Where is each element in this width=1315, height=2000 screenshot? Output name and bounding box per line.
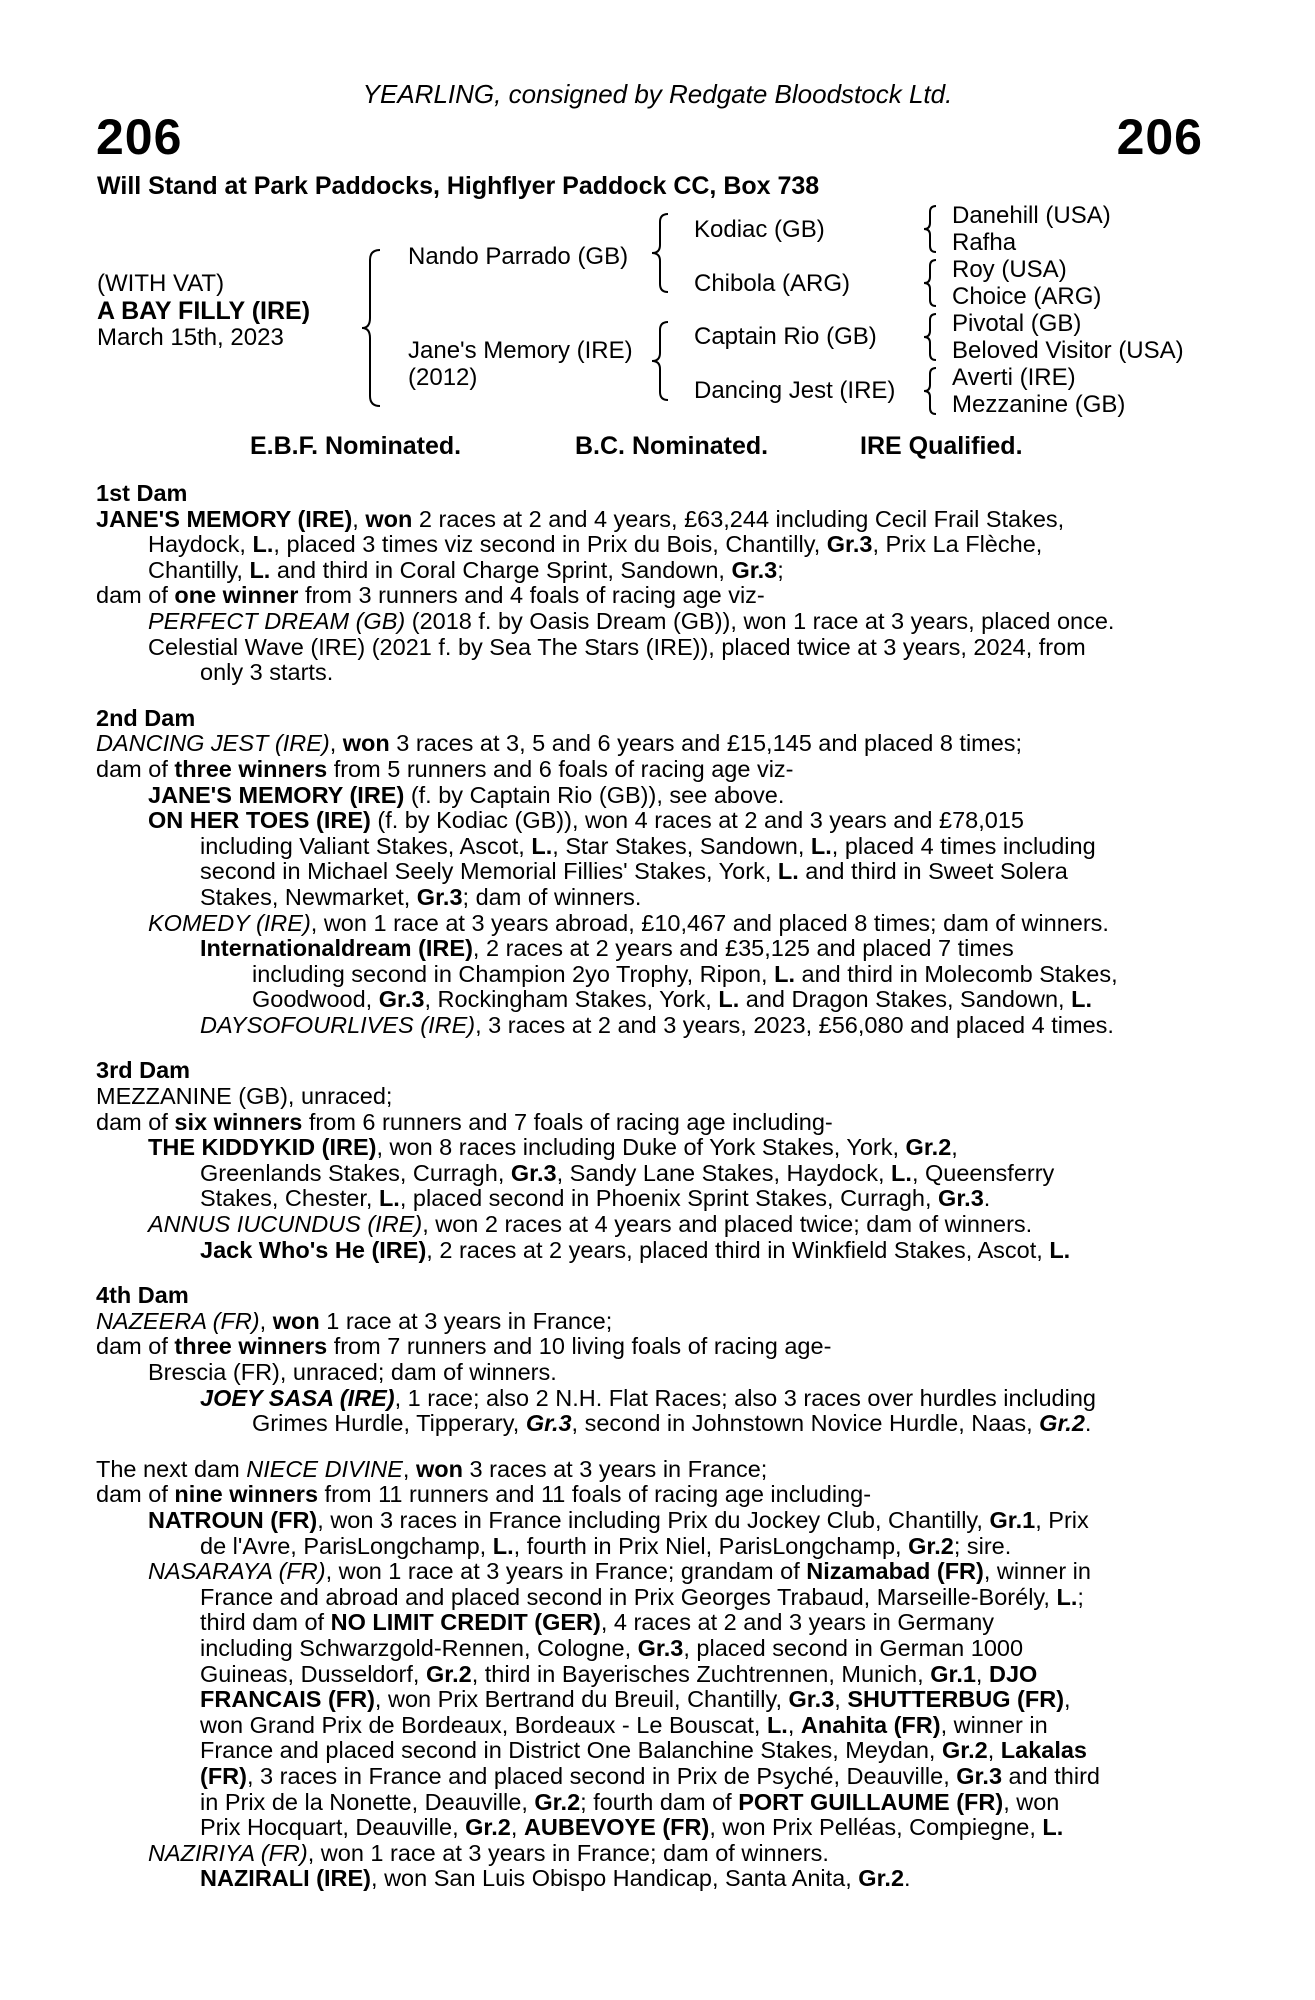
second-dam-produce: KOMEDY (IRE), won 1 race at 3 years abroad, £10,467 and placed 8 times; dam of winners. [148, 909, 1109, 936]
second-dam-produce: Stakes, Newmarket, Gr.3; dam of winners. [200, 883, 642, 910]
pedigree-brace-dam [650, 320, 676, 402]
pedigree-dsd: Beloved Visitor (USA) [952, 337, 1184, 364]
pedigree-sire: Nando Parrado (GB) [408, 243, 629, 270]
fourth-dam-heading: 4th Dam [96, 1282, 189, 1309]
next-dam-produce: in Prix de la Nonette, Deauville, Gr.2; fourth dam of PORT GUILLAUME (FR), won [200, 1788, 1060, 1815]
pedigree-brace-sd [922, 258, 942, 308]
pedigree-dam: Jane's Memory (IRE) [408, 337, 633, 364]
third-dam-produce: Greenlands Stakes, Curragh, Gr.3, Sandy Lane Stakes, Haydock, L., Queensferry [200, 1159, 1055, 1186]
pedigree-sire-dam: Chibola (ARG) [694, 270, 851, 297]
pedigree-ddd: Mezzanine (GB) [952, 391, 1126, 418]
first-dam-line: Chantilly, L. and third in Coral Charge Sprint, Sandown, Gr.3; [148, 556, 784, 583]
next-dam-produce: NAZIRIYA (FR), won 1 race at 3 years in France; dam of winners. [148, 1839, 829, 1866]
pedigree-sds: Roy (USA) [952, 256, 1067, 283]
next-dam-produce: including Schwarzgold-Rennen, Cologne, Gr.3, placed second in German 1000 [200, 1634, 1024, 1661]
third-dam-produce: THE KIDDYKID (IRE), won 8 races including Duke of York Stakes, York, Gr.2, [148, 1134, 958, 1161]
pedigree-brace-main [360, 248, 390, 408]
second-dam-grand-produce: Goodwood, Gr.3, Rockingham Stakes, York, L. and Dragon Stakes, Sandown, L. [252, 986, 1092, 1013]
next-dam-produce: NASARAYA (FR), won 1 race at 3 years in France; grandam of Nizamabad (FR), winner in [148, 1558, 1091, 1585]
pedigree-brace-ss [922, 204, 942, 254]
vat-note: (WITH VAT) [97, 270, 225, 297]
lot-number-right: 206 [1116, 109, 1203, 165]
next-dam-grand-produce: NAZIRALI (IRE), won San Luis Obispo Handicap, Santa Anita, Gr.2. [200, 1865, 911, 1892]
second-dam-heading: 2nd Dam [96, 704, 196, 731]
next-dam-produce: France and placed second in District One Balanchine Stakes, Meydan, Gr.2, Lakalas [200, 1737, 1087, 1764]
third-dam-produce: ANNUS IUCUNDUS (IRE), won 2 races at 4 years and placed twice; dam of winners. [148, 1211, 1033, 1238]
first-dam-produce: PERFECT DREAM (GB) (2018 f. by Oasis Dream (GB)), won 1 race at 3 years, placed once. [148, 607, 1115, 634]
first-dam-heading: 1st Dam [96, 480, 188, 506]
first-dam-produce: only 3 starts. [200, 659, 334, 686]
next-dam-produce: (FR), 3 races in France and placed second in Prix de Psyché, Deauville, Gr.3 and third [200, 1762, 1100, 1789]
next-dam-produce: Prix Hocquart, Deauville, Gr.2, AUBEVOYE (FR), won Prix Pelléas, Compiegne, L. [200, 1814, 1064, 1841]
pedigree-ssd: Rafha [952, 229, 1017, 256]
next-dam-produce: NATROUN (FR), won 3 races in France including Prix du Jockey Club, Chantilly, Gr.1, Prix [148, 1506, 1089, 1533]
second-dam-grand-produce: DAYSOFOURLIVES (IRE), 3 races at 2 and 3 years, 2023, £56,080 and placed 4 times. [200, 1011, 1114, 1038]
ire-qualified: IRE Qualified. [860, 432, 1023, 460]
first-dam-line: Haydock, L., placed 3 times viz second in Prix du Bois, Chantilly, Gr.3, Prix La Flèche, [148, 531, 1043, 558]
consignment-line: YEARLING, consigned by Redgate Bloodstock Ltd. [362, 79, 953, 109]
horse-name: A BAY FILLY (IRE) [97, 297, 311, 325]
second-dam-produce: ON HER TOES (IRE) (f. by Kodiac (GB)), won 4 races at 2 and 3 years and £78,015 [148, 807, 1024, 834]
second-dam-grand-produce: including second in Champion 2yo Trophy, Ripon, L. and third in Molecomb Stakes, [252, 960, 1118, 987]
catalogue-body [96, 481, 1206, 1892]
first-dam-line: JANE'S MEMORY (IRE), won 2 races at 2 and 4 years, £63,244 including Cecil Frail Stakes, [96, 505, 1065, 532]
second-dam-produce: JANE'S MEMORY (IRE) (f. by Captain Rio (GB)), see above. [148, 781, 785, 808]
fourth-dam-grand-produce: Grimes Hurdle, Tipperary, Gr.3, second in Johnstown Novice Hurdle, Naas, Gr.2. [252, 1410, 1092, 1437]
pedigree-dam-year: (2012) [408, 364, 478, 391]
pedigree-dds: Averti (IRE) [952, 364, 1076, 391]
pedigree-brace-sire [650, 212, 676, 294]
pedigree-dss: Pivotal (GB) [952, 310, 1082, 337]
foaling-date: March 15th, 2023 [97, 324, 284, 351]
next-dam-line: dam of nine winners from 11 runners and 11 foals of racing age including- [96, 1481, 872, 1508]
fourth-dam-produce: Brescia (FR), unraced; dam of winners. [148, 1359, 557, 1385]
third-dam-heading: 3rd Dam [96, 1057, 191, 1084]
stand-location: Will Stand at Park Paddocks, Highflyer Paddock CC, Box 738 [97, 172, 820, 200]
pedigree-sire-sire: Kodiac (GB) [694, 216, 825, 243]
next-dam-produce: France and abroad and placed second in Prix Georges Trabaud, Marseille-Borély, L.; [200, 1583, 1084, 1610]
second-dam-line: dam of three winners from 5 runners and 6 foals of racing age viz- [96, 755, 794, 782]
pedigree-brace-ds [922, 312, 942, 362]
next-dam-produce: de l'Avre, ParisLongchamp, L., fourth in Prix Niel, ParisLongchamp, Gr.2; sire. [200, 1532, 1012, 1559]
second-dam-produce: including Valiant Stakes, Ascot, L., Star Stakes, Sandown, L., placed 4 times including [200, 832, 1096, 859]
third-dam-grand-produce: Jack Who's He (IRE), 2 races at 2 years, placed third in Winkfield Stakes, Ascot, L. [200, 1236, 1071, 1263]
first-dam-line: dam of one winner from 3 runners and 4 foals of racing age viz- [96, 582, 765, 609]
third-dam-line: dam of six winners from 6 runners and 7 foals of racing age including- [96, 1108, 833, 1135]
bc-nomination: B.C. Nominated. [575, 432, 769, 460]
next-dam-produce: Guineas, Dusseldorf, Gr.2, third in Bayerisches Zuchtrennen, Munich, Gr.1, DJO [200, 1660, 1038, 1687]
fourth-dam-line: NAZEERA (FR), won 1 race at 3 years in France; [96, 1307, 613, 1334]
second-dam-produce: second in Michael Seely Memorial Fillies' Stakes, York, L. and third in Sweet Solera [200, 858, 1068, 885]
pedigree-dam-sire: Captain Rio (GB) [694, 323, 877, 350]
pedigree-dam-dam: Dancing Jest (IRE) [694, 377, 896, 404]
next-dam-produce: third dam of NO LIMIT CREDIT (GER), 4 races at 2 and 3 years in Germany [200, 1609, 995, 1636]
lot-number-left: 206 [96, 109, 183, 165]
next-dam-produce: FRANCAIS (FR), won Prix Bertrand du Breuil, Chantilly, Gr.3, SHUTTERBUG (FR), [200, 1686, 1071, 1713]
second-dam-line: DANCING JEST (IRE), won 3 races at 3, 5 and 6 years and £15,145 and placed 8 times; [96, 730, 1023, 757]
fourth-dam-line: dam of three winners from 7 runners and 10 living foals of racing age- [96, 1333, 832, 1360]
third-dam-produce: Stakes, Chester, L., placed second in Phoenix Sprint Stakes, Curragh, Gr.3. [200, 1185, 991, 1212]
third-dam-line: MEZZANINE (GB), unraced; [96, 1083, 393, 1110]
pedigree-brace-dd [922, 366, 942, 416]
pedigree-sdd: Choice (ARG) [952, 283, 1102, 310]
next-dam-line: The next dam NIECE DIVINE, won 3 races at 3 years in France; [96, 1455, 768, 1482]
second-dam-grand-produce: Internationaldream (IRE), 2 races at 2 years and £35,125 and placed 7 times [200, 935, 1014, 962]
fourth-dam-grand-produce: JOEY SASA (IRE), 1 race; also 2 N.H. Flat Races; also 3 races over hurdles including [200, 1384, 1096, 1411]
pedigree-sss: Danehill (USA) [952, 202, 1111, 229]
ebf-nomination: E.B.F. Nominated. [250, 432, 462, 460]
first-dam-produce: Celestial Wave (IRE) (2021 f. by Sea The Stars (IRE)), placed twice at 3 years, 2024, from [148, 633, 1086, 660]
next-dam-produce: won Grand Prix de Bordeaux, Bordeaux - Le Bouscat, L., Anahita (FR), winner in [200, 1711, 1048, 1738]
